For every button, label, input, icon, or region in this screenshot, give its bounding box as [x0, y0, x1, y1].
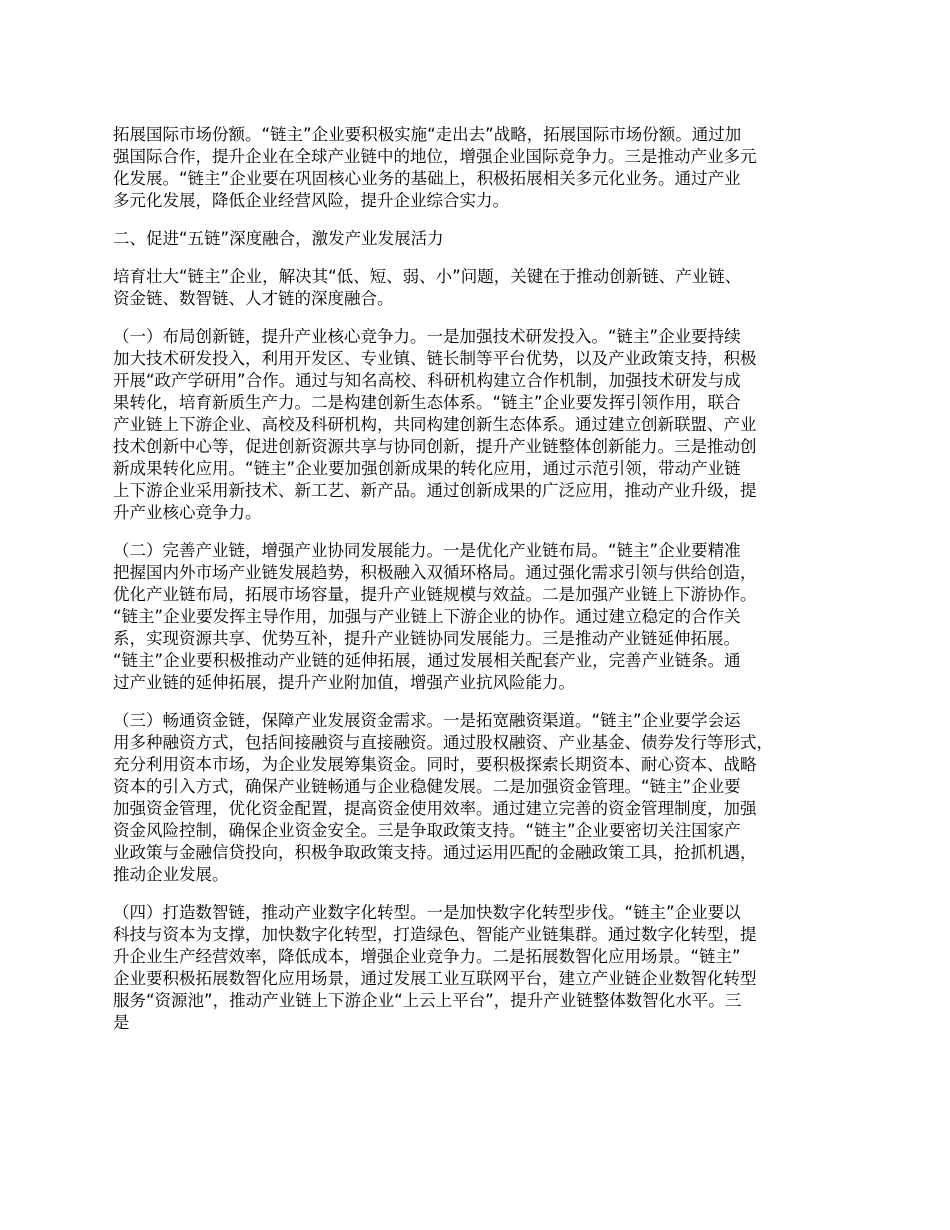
text-line: 业政策与金融信贷投向，积极争取政策支持。通过运用匹配的金融政策工具，抢抓机遇， — [113, 843, 757, 862]
text-line: 资金链、数智链、人才链的深度融合。 — [113, 289, 394, 308]
text-line: 加强资金管理，优化资金配置，提高资金使用效率。通过建立完善的资金管理制度，加强 — [113, 799, 757, 818]
paragraph-digital-chain — [113, 902, 843, 1034]
text-line: 化发展。“链主”企业要在巩固核心业务的基础上，积极拓展相关多元化业务。通过产业 — [113, 169, 741, 188]
text-line: 开展“政产学研用”合作。通过与知名高校、科研机构建立合作机制，加强技术研发与成 — [113, 371, 741, 390]
text-line: 新成果转化应用。“链主”企业要加强创新成果的转化应用，通过示范引领，带动产业链 — [113, 459, 741, 478]
paragraph-innovation-chain — [113, 326, 843, 524]
text-line: （二）完善产业链，增强产业协同发展能力。一是优化产业链布局。“链主”企业要精准 — [113, 541, 741, 560]
paragraph-intl-market — [113, 124, 843, 212]
text-line: 拓展国际市场份额。“链主”企业要积极实施“走出去”战略，拓展国际市场份额。通过加 — [113, 125, 742, 144]
text-line: 培育壮大“链主”企业，解决其“低、短、弱、小”问题，关键在于推动创新链、产业链、 — [113, 267, 742, 286]
text-line: 系，实现资源共享、优势互补，提升产业链协同发展能力。三是推动产业链延伸拓展。 — [113, 629, 740, 648]
text-line: “链主”企业要发挥主导作用，加强与产业链上下游企业的协作。通过建立稳定的合作关 — [113, 607, 741, 626]
text-line: 技术创新中心等，促进创新资源共享与协同创新，提升产业链整体创新能力。三是推动创 — [113, 437, 757, 456]
text-line: 科技与资本为支撑，加快数字化转型，打造绿色、智能产业链集群。通过数字化转型，提 — [113, 925, 757, 944]
text-line: 服务“资源池”，推动产业链上下游企业“上云上平台”，提升产业链整体数智化水平。三 — [113, 991, 742, 1010]
text-line: 加大技术研发投入，利用开发区、专业镇、链长制等平台优势，以及产业政策支持，积极 — [113, 349, 757, 368]
text-line: 充分利用资本市场，为企业发展筹集资金。同时，要积极探索长期资本、耐心资本、战略 — [113, 755, 757, 774]
paragraph-industry-chain — [113, 540, 843, 694]
text-line: 果转化，培育新质生产力。二是构建创新生态体系。“链主”企业要发挥引领作用，联合 — [113, 393, 741, 412]
text-line: 产业链上下游企业、高校及科研机构，共同构建创新生态体系。通过建立创新联盟、产业 — [113, 415, 757, 434]
text-line: 强国际合作，提升企业在全球产业链中的地位，增强企业国际竞争力。三是推动产业多元 — [113, 147, 757, 166]
document-body — [113, 124, 843, 1050]
text-line: 上下游企业采用新技术、新工艺、新产品。通过创新成果的广泛应用，推动产业升级，提 — [113, 481, 757, 500]
text-line: 企业要积极拓展数智化应用场景，通过发展工业互联网平台，建立产业链企业数智化转型 — [113, 969, 757, 988]
text-line: 过产业链的延伸拓展，提升产业附加值，增强产业抗风险能力。 — [113, 673, 575, 692]
heading-text: 二、促进“五链”深度融合，激发产业发展活力 — [113, 229, 444, 248]
text-line: 优化产业链布局，拓展市场容量，提升产业链规模与效益。二是加强产业链上下游协作。 — [113, 585, 757, 604]
text-line: 资金风险控制，确保企业资金安全。三是争取政策支持。“链主”企业要密切关注国家产 — [113, 821, 741, 840]
text-line: （三）畅通资金链，保障产业发展资金需求。一是拓宽融资渠道。“链主”企业要学会运 — [113, 711, 741, 730]
text-line: 资本的引入方式，确保产业链畅通与企业稳健发展。二是加强资金管理。“链主”企业要 — [113, 777, 741, 796]
text-line: （一）布局创新链，提升产业核心竞争力。一是加强技术研发投入。“链主”企业要持续 — [113, 327, 741, 346]
text-line: 是 — [113, 1013, 130, 1032]
section-heading — [113, 228, 843, 250]
text-line: 升企业生产经营效率，降低成本，增强企业竞争力。二是拓展数智化应用场景。“链主” — [113, 947, 741, 966]
text-line: 多元化发展，降低企业经营风险，提升企业综合实力。 — [113, 191, 509, 210]
text-line: 把握国内外市场产业链发展趋势，积极融入双循环格局。通过强化需求引领与供给创造， — [113, 563, 757, 582]
text-line: 升产业核心竞争力。 — [113, 503, 262, 522]
text-line: 用多种融资方式，包括间接融资与直接融资。通过股权融资、产业基金、债券发行等形式， — [113, 733, 773, 752]
text-line: （四）打造数智链，推动产业数字化转型。一是加快数字化转型步伐。“链主”企业要以 — [113, 903, 741, 922]
paragraph-section-intro — [113, 266, 843, 310]
text-line: “链主”企业要积极推动产业链的延伸拓展，通过发展相关配套产业，完善产业链条。通 — [113, 651, 741, 670]
text-line: 推动企业发展。 — [113, 865, 229, 884]
paragraph-capital-chain — [113, 710, 843, 886]
